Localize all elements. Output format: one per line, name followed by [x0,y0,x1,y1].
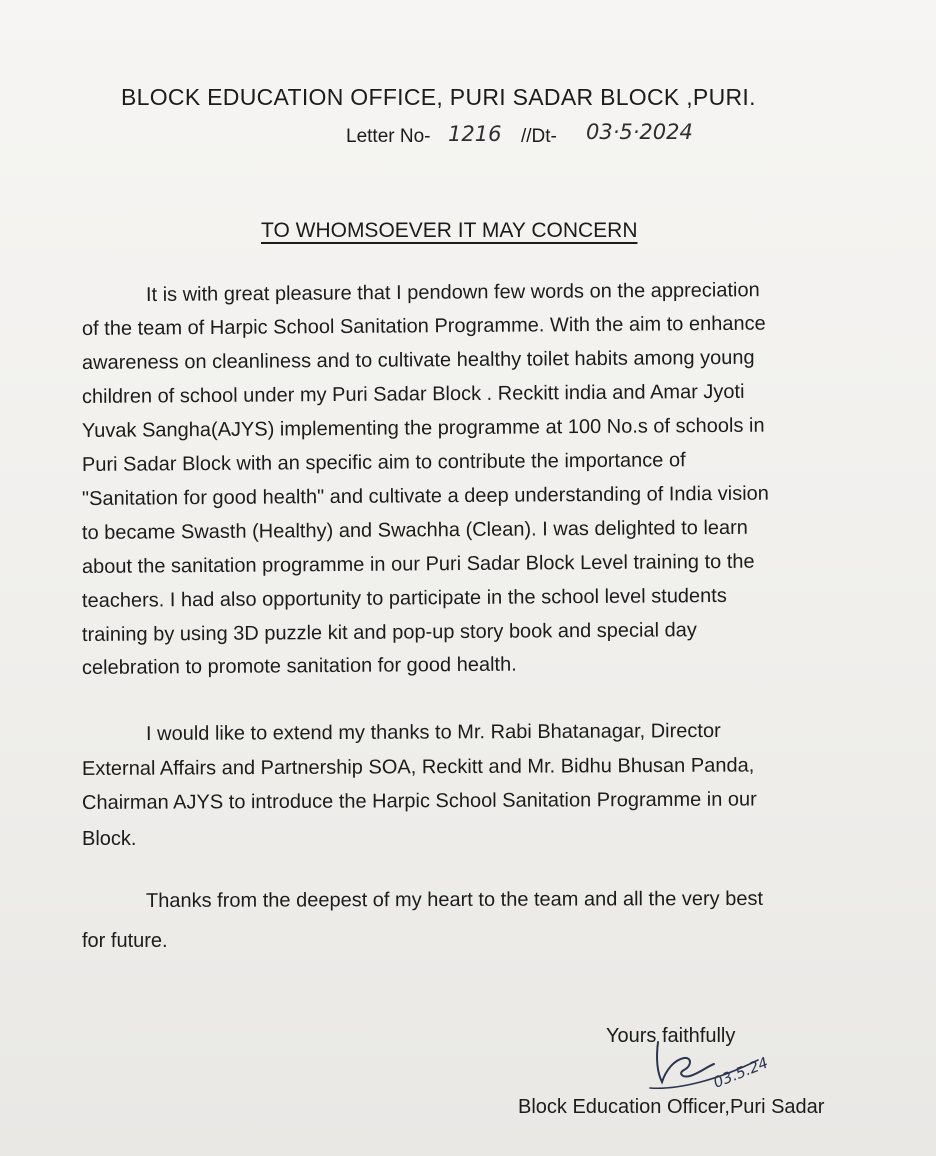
body-line: Block. [82,828,137,850]
closing-signoff: Yours faithfully [606,1025,736,1047]
subject-heading: TO WHOMSOEVER IT MAY CONCERN [261,219,638,242]
body-line: External Affairs and Partnership SOA, Reckitt and Mr. Bidhu Bhusan Panda, [81,754,755,780]
officer-designation: Block Education Officer,Puri Sadar [518,1096,825,1118]
body-line: teachers. I had also opportunity to participate in the school level students [81,584,727,612]
body-line: I would like to extend my thanks to Mr. Rabi Bhatanagar, Director [145,719,721,745]
body-line: It is with great pleasure that I pendown few words on the appreciation [145,279,760,306]
body-line: awareness on cleanliness and to cultivate healthy toilet habits among young [81,346,755,374]
signature-date: 03.5.24 [710,1053,771,1092]
letter-no-label: Letter No- [346,126,431,147]
body-line: "Sanitation for good health" and cultivate a deep understanding of India vision [81,482,769,510]
date-label: //Dt- [521,126,557,147]
signature-mark [648,1030,798,1100]
signature [648,1030,798,1100]
body-line: Yuvak Sangha(AJYS) implementing the programme at 100 No.s of schools in [81,414,765,442]
body-line: to became Swasth (Healthy) and Swachha (Clean). I was delighted to learn [81,516,748,544]
body-line: children of school under my Puri Sadar Block . Reckitt india and Amar Jyoti [81,380,745,408]
body-line: about the sanitation programme in our Puri Sadar Block Level training to the [81,550,755,578]
body-line: for future. [82,930,168,952]
body-line: celebration to promote sanitation for good health. [81,653,517,679]
letter-no-value: 1216 [448,122,502,146]
date-value: 03·5·2024 [586,120,693,144]
body-line: Thanks from the deepest of my heart to the team and all the very best [145,887,764,912]
office-heading: BLOCK EDUCATION OFFICE, PURI SADAR BLOCK ,PURI. [121,84,756,110]
body-line: Chairman AJYS to introduce the Harpic School Sanitation Programme in our [81,788,757,814]
body-line: Puri Sadar Block with an specific aim to contribute the importance of [81,449,686,476]
body-line: of the team of Harpic School Sanitation Programme. With the aim to enhance [81,312,766,340]
body-line: training by using 3D puzzle kit and pop-up story book and special day [81,619,697,646]
